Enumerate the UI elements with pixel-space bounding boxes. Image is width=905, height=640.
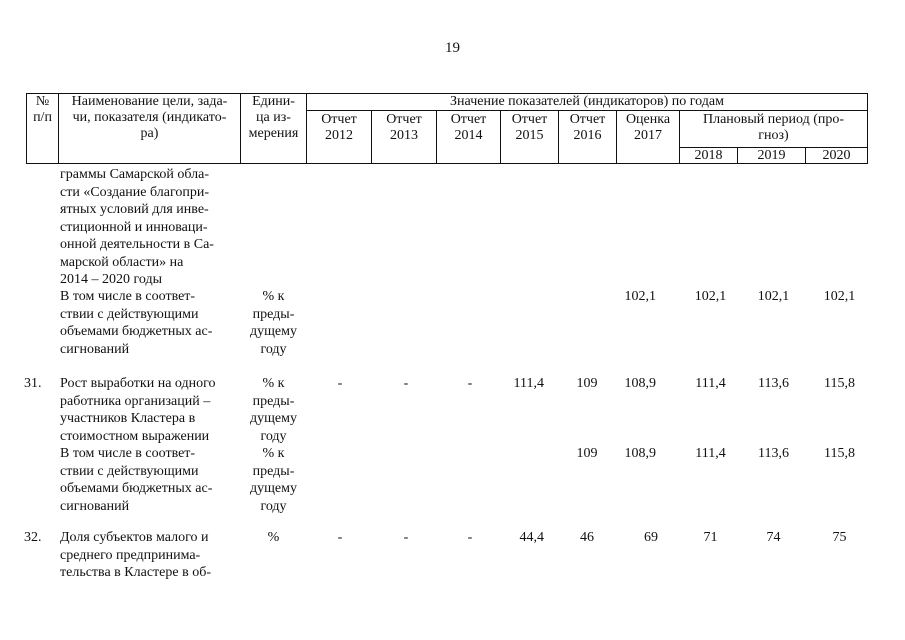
table-row-name: Рост выработки на одного работника организаций – участников Кластера в стоимостном выражении bbox=[60, 376, 216, 444]
row-value-2012: - bbox=[337, 530, 343, 545]
row-value-2017: 108,9 bbox=[624, 446, 656, 461]
row-name-line: 2014 – 2020 годы bbox=[60, 272, 163, 287]
header-num: № п/п bbox=[33, 94, 52, 125]
row-value-2015: 111,4 bbox=[513, 376, 544, 391]
row-unit: % bbox=[267, 530, 280, 545]
row-value-2016: 46 bbox=[580, 530, 594, 545]
row-value-2018: 111,4 bbox=[695, 446, 726, 461]
row-value-2013: - bbox=[403, 530, 409, 545]
row-value-2019: 74 bbox=[766, 530, 781, 545]
header-values-title: Значение показателей (индикаторов) по годам bbox=[450, 94, 724, 109]
row-value-2018: 71 bbox=[703, 530, 718, 545]
row-value-2020: 115,8 bbox=[824, 446, 855, 461]
row-value-2017: 69 bbox=[644, 530, 658, 545]
table-row-name: В том числе в соответ- ствии с действующими объемами бюджетных ас- сигнований bbox=[60, 446, 213, 514]
row-unit: % к преды- дущему году bbox=[250, 289, 297, 357]
header-year-2017: Оценка 2017 bbox=[625, 112, 671, 143]
row-value-2019: 113,6 bbox=[758, 376, 789, 391]
row-name-line: граммы Самарской обла- bbox=[60, 167, 210, 182]
row-value-2020: 75 bbox=[832, 530, 847, 545]
header-year-2012: Отчет 2012 bbox=[321, 112, 357, 143]
row-value-2020: 115,8 bbox=[824, 376, 855, 391]
row-number: 31. bbox=[24, 376, 42, 391]
row-name-line: онной деятельности в Са- bbox=[60, 237, 214, 252]
header-plan-2018: 2018 bbox=[694, 148, 723, 163]
header-border-values-title bbox=[306, 110, 868, 111]
row-value-2018: 111,4 bbox=[695, 376, 726, 391]
header-border-right bbox=[867, 93, 868, 164]
header-unit: Едини- ца из- мерения bbox=[248, 94, 299, 141]
header-plan-2019: 2019 bbox=[757, 148, 786, 163]
row-name-line: сти «Создание благопри- bbox=[60, 184, 209, 200]
table-row bbox=[60, 166, 214, 289]
row-value-2018: 102,1 bbox=[694, 289, 727, 304]
row-value-2020: 102,1 bbox=[823, 289, 856, 304]
row-name-line: стиционной и инноваци- bbox=[60, 219, 208, 235]
row-value-2016: 109 bbox=[576, 446, 598, 461]
header-year-2016: Отчет 2016 bbox=[569, 112, 606, 143]
row-name-line: марской области» на bbox=[60, 254, 184, 270]
row-value-2012: - bbox=[337, 376, 343, 391]
header-plan-title: Плановый период (про- гноз) bbox=[702, 112, 845, 143]
row-value-2016: 109 bbox=[576, 376, 598, 391]
row-value-2013: - bbox=[403, 376, 409, 391]
row-value-2017: 102,1 bbox=[624, 289, 656, 304]
header-name: Наименование цели, зада- чи, показателя (индикато- ра) bbox=[71, 94, 228, 141]
header-year-2015: Отчет 2015 bbox=[511, 112, 548, 143]
row-value-2019: 102,1 bbox=[757, 289, 790, 304]
table-header bbox=[26, 93, 868, 164]
header-year-2014: Отчет 2014 bbox=[450, 112, 487, 143]
table-row-name: Доля субъектов малого и среднего предпринима- тельства в Кластере в об- bbox=[60, 530, 211, 580]
row-unit: % к преды- дущему году bbox=[250, 446, 297, 514]
row-value-2017: 108,9 bbox=[624, 376, 656, 391]
row-value-2014: - bbox=[467, 376, 473, 391]
row-name-line: ятных условий для инве- bbox=[60, 202, 209, 217]
table-row-name: В том числе в соответ- ствии с действующими объемами бюджетных ас- сигнований bbox=[60, 289, 213, 357]
row-value-2014: - bbox=[467, 530, 473, 545]
header-year-2013: Отчет 2013 bbox=[386, 112, 422, 143]
row-unit: % к преды- дущему году bbox=[250, 376, 297, 444]
row-value-2019: 113,6 bbox=[758, 446, 789, 461]
row-number: 32. bbox=[24, 530, 42, 545]
row-value-2015: 44,4 bbox=[519, 530, 544, 545]
page-number: 19 bbox=[445, 40, 460, 56]
header-plan-2020: 2020 bbox=[822, 148, 851, 163]
